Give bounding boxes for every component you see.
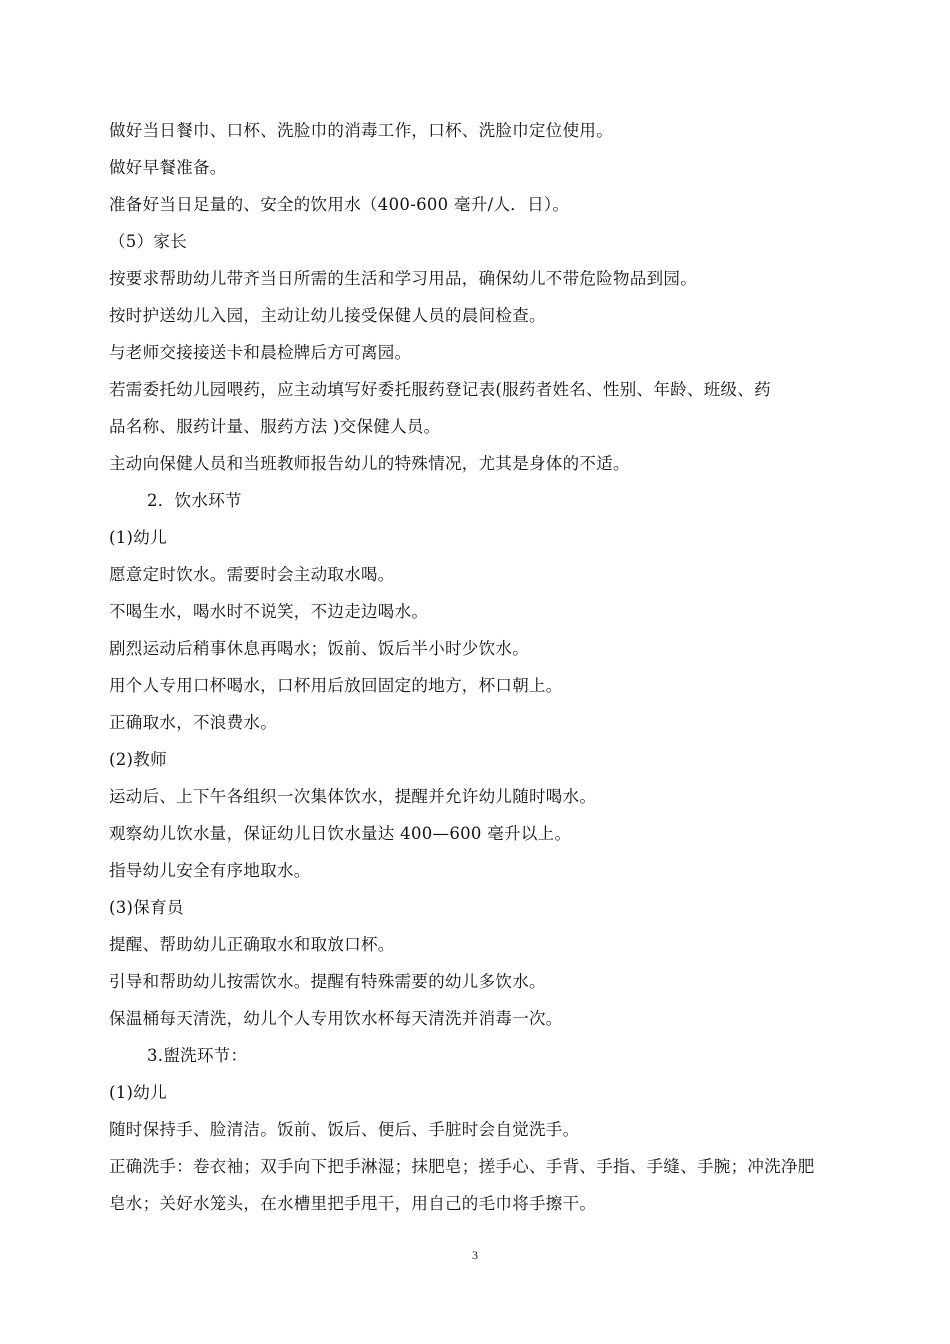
subsection-heading: （5）家长 <box>109 232 187 251</box>
paragraph-line: 主动向保健人员和当班教师报告幼儿的特殊情况，尤其是身体的不适。 <box>109 454 630 473</box>
subsection-heading: (2)教师 <box>109 750 167 769</box>
document-body <box>109 112 859 1222</box>
subsection-heading: (1)幼儿 <box>109 1083 167 1102</box>
section-heading: 2．饮水环节 <box>147 491 242 510</box>
paragraph-line: 剧烈运动后稍事休息再喝水；饭前、饭后半小时少饮水。 <box>109 639 529 658</box>
paragraph-line: 引导和帮助幼儿按需饮水。提醒有特殊需要的幼儿多饮水。 <box>109 972 546 991</box>
paragraph-line: 正确洗手：卷衣袖；双手向下把手淋湿；抹肥皂；搓手心、手背、手指、手缝、手腕；冲洗净肥 <box>109 1157 815 1176</box>
paragraph-line: 正确取水，不浪费水。 <box>109 713 277 732</box>
paragraph-line: 运动后、上下午各组织一次集体饮水，提醒并允许幼儿随时喝水。 <box>109 787 597 806</box>
paragraph-line: 指导幼儿安全有序地取水。 <box>109 861 311 880</box>
paragraph-line: 按时护送幼儿入园，主动让幼儿接受保健人员的晨间检查。 <box>109 306 546 325</box>
paragraph-line: 若需委托幼儿园喂药，应主动填写好委托服药登记表(服药者姓名、性别、年龄、班级、药 <box>109 380 771 399</box>
paragraph-line: 品名称、服药计量、服药方法 )交保健人员。 <box>109 417 441 436</box>
paragraph-line: 皂水；关好水笼头，在水槽里把手甩干，用自己的毛巾将手擦干。 <box>109 1194 597 1213</box>
paragraph-line: 观察幼儿饮水量，保证幼儿日饮水量达 400—600 毫升以上。 <box>109 824 572 843</box>
paragraph-line: 与老师交接接送卡和晨检牌后方可离园。 <box>109 343 412 362</box>
paragraph-line: 做好当日餐巾、口杯、洗脸巾的消毒工作，口杯、洗脸巾定位使用。 <box>109 121 613 140</box>
paragraph-line: 提醒、帮助幼儿正确取水和取放口杯。 <box>109 935 395 954</box>
paragraph-line: 保温桶每天清洗，幼儿个人专用饮水杯每天清洗并消毒一次。 <box>109 1009 563 1028</box>
paragraph-line: 愿意定时饮水。需要时会主动取水喝。 <box>109 565 395 584</box>
paragraph-line: 用个人专用口杯喝水，口杯用后放回固定的地方，杯口朝上。 <box>109 676 563 695</box>
paragraph-line: 按要求帮助幼儿带齐当日所需的生活和学习用品，确保幼儿不带危险物品到园。 <box>109 269 697 288</box>
paragraph-line: 准备好当日足量的、安全的饮用水（400-600 毫升/人．日）。 <box>109 195 570 214</box>
paragraph-line: 做好早餐准备。 <box>109 158 227 177</box>
subsection-heading: (1)幼儿 <box>109 528 167 547</box>
paragraph-line: 不喝生水，喝水时不说笑，不边走边喝水。 <box>109 602 429 621</box>
paragraph-line: 随时保持手、脸清洁。饭前、饭后、便后、手脏时会自觉洗手。 <box>109 1120 580 1139</box>
subsection-heading: (3)保育员 <box>109 898 184 917</box>
section-heading: 3.盥洗环节： <box>147 1046 248 1065</box>
page-number: 3 <box>472 1248 478 1262</box>
